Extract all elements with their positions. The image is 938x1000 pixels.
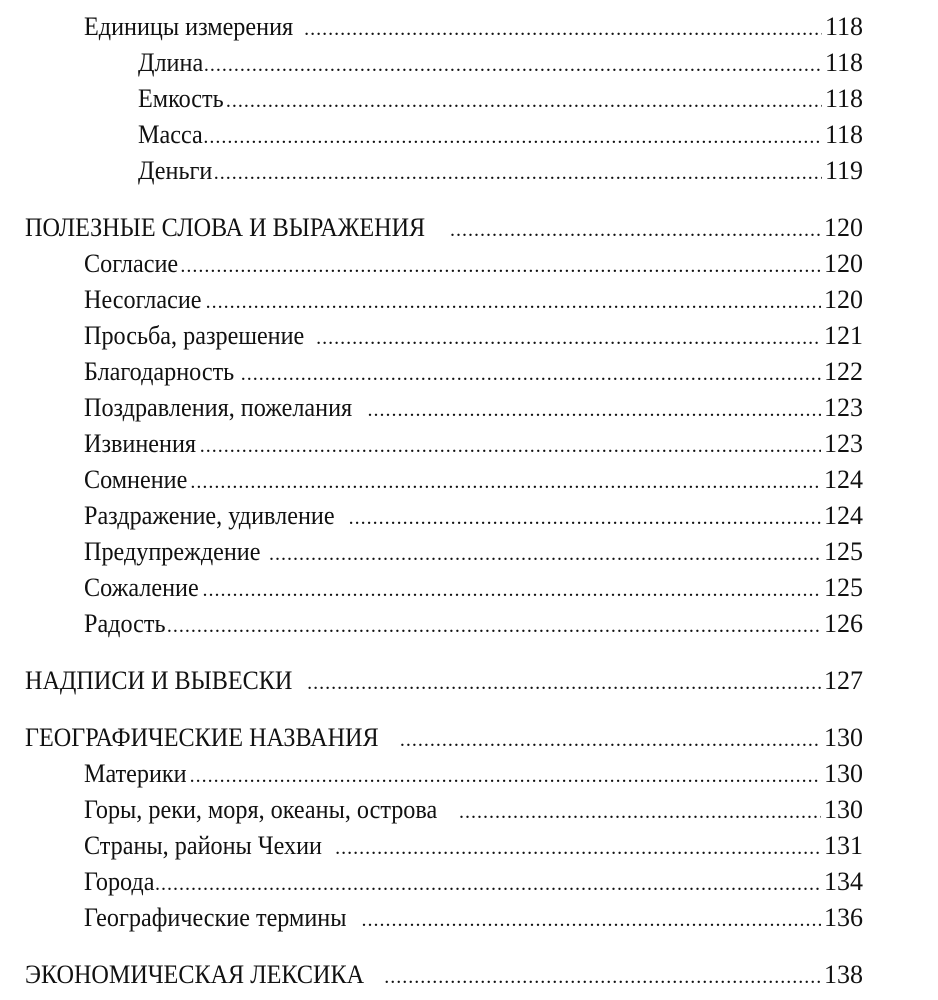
dot-leader <box>203 572 821 608</box>
toc-entry-page: 120 <box>824 285 863 314</box>
toc-entry-page: 125 <box>824 537 863 566</box>
toc-entry-title: Единицы измерения <box>84 12 294 41</box>
dot-leader <box>400 722 821 758</box>
toc-entry-title: Поздравления, пожелания <box>84 393 353 422</box>
toc-entry <box>0 318 938 354</box>
dot-leader <box>450 212 821 248</box>
dot-leader <box>269 536 821 572</box>
toc-entry-page: 120 <box>824 213 863 242</box>
toc-entry-title: Сомнение <box>84 465 188 494</box>
toc-entry-title: Страны, районы Чехии <box>84 831 322 860</box>
toc-entry <box>0 390 938 426</box>
dot-leader <box>241 356 821 392</box>
toc-entry <box>0 498 938 534</box>
toc-section <box>0 210 938 246</box>
dot-leader <box>226 83 822 119</box>
dot-leader <box>203 119 822 155</box>
toc-entry <box>0 81 938 117</box>
toc-entry <box>0 900 938 936</box>
toc-entry-title: Раздражение, удивление <box>84 501 335 530</box>
toc-entry <box>0 792 938 828</box>
toc-entry-title: Емкость <box>138 84 224 113</box>
dot-leader <box>304 11 822 47</box>
toc-entry-title: Материки <box>84 759 187 788</box>
toc-entry <box>0 153 938 189</box>
toc-entry-page: 136 <box>824 903 863 932</box>
toc-entry <box>0 9 938 45</box>
toc-entry-page: 120 <box>824 249 863 278</box>
dot-leader <box>335 830 821 866</box>
toc-entry-title: Благодарность <box>84 357 235 386</box>
toc-entry-page: 118 <box>824 12 863 41</box>
toc-entry-title: Несогласие <box>84 285 202 314</box>
dot-leader <box>167 608 821 644</box>
toc-entry <box>0 117 938 153</box>
toc-entry-title: Сожаление <box>84 573 199 602</box>
dot-leader <box>349 500 821 536</box>
dot-leader <box>190 758 821 794</box>
toc-entry <box>0 354 938 390</box>
toc-entry <box>0 570 938 606</box>
table-of-contents <box>0 9 938 993</box>
dot-leader <box>316 320 821 356</box>
toc-entry-page: 130 <box>824 759 863 788</box>
toc-entry-page: 127 <box>824 666 863 695</box>
toc-entry-title: ГЕОГРАФИЧЕСКИЕ НАЗВАНИЯ <box>25 723 379 752</box>
toc-entry-title: ПОЛЕЗНЫЕ СЛОВА И ВЫРАЖЕНИЯ <box>25 213 426 242</box>
toc-entry-page: 130 <box>824 795 863 824</box>
toc-entry-title: Географические термины <box>84 903 347 932</box>
toc-entry-page: 121 <box>824 321 863 350</box>
toc-entry-title: Предупреждение <box>84 537 261 566</box>
toc-entry-title: Города <box>84 867 155 896</box>
dot-leader <box>200 428 821 464</box>
toc-entry-page: 122 <box>824 357 863 386</box>
toc-entry-page: 123 <box>824 429 863 458</box>
toc-entry <box>0 756 938 792</box>
toc-entry-page: 138 <box>824 960 863 989</box>
toc-entry-title: Масса <box>138 120 203 149</box>
toc-entry-title: Длина <box>138 48 204 77</box>
toc-entry <box>0 426 938 462</box>
toc-entry-page: 118 <box>824 84 863 113</box>
dot-leader <box>155 866 821 902</box>
toc-entry-page: 118 <box>824 48 863 77</box>
toc-section <box>0 957 938 993</box>
toc-entry-title: Деньги <box>138 156 213 185</box>
toc-entry <box>0 246 938 282</box>
toc-entry-title: Извинения <box>84 429 197 458</box>
toc-entry-title: ЭКОНОМИЧЕСКАЯ ЛЕКСИКА <box>25 960 365 989</box>
toc-entry-page: 124 <box>824 465 863 494</box>
toc-entry-title: Радость <box>84 609 166 638</box>
toc-entry-page: 134 <box>824 867 863 896</box>
toc-entry <box>0 864 938 900</box>
toc-entry <box>0 462 938 498</box>
dot-leader <box>368 392 821 428</box>
toc-section <box>0 663 938 699</box>
toc-entry-title: Просьба, разрешение <box>84 321 305 350</box>
toc-entry-page: 118 <box>824 120 863 149</box>
dot-leader <box>214 155 822 191</box>
toc-entry <box>0 45 938 81</box>
dot-leader <box>180 248 821 284</box>
toc-entry-page: 124 <box>824 501 863 530</box>
dot-leader <box>206 284 821 320</box>
toc-entry <box>0 828 938 864</box>
toc-entry-title: НАДПИСИ И ВЫВЕСКИ <box>25 666 293 695</box>
dot-leader <box>384 959 821 995</box>
toc-entry <box>0 534 938 570</box>
dot-leader <box>190 464 821 500</box>
toc-entry-page: 126 <box>824 609 863 638</box>
toc-entry <box>0 282 938 318</box>
toc-entry-page: 123 <box>824 393 863 422</box>
dot-leader <box>307 665 821 701</box>
toc-entry-page: 125 <box>824 573 863 602</box>
toc-entry-page: 130 <box>824 723 863 752</box>
toc-entry-title: Горы, реки, моря, океаны, острова <box>84 795 438 824</box>
toc-entry-page: 119 <box>824 156 863 185</box>
toc-entry-page: 131 <box>824 831 863 860</box>
dot-leader <box>459 794 821 830</box>
dot-leader <box>361 902 821 938</box>
toc-entry-title: Согласие <box>84 249 179 278</box>
dot-leader <box>204 47 822 83</box>
toc-entry <box>0 606 938 642</box>
toc-section <box>0 720 938 756</box>
